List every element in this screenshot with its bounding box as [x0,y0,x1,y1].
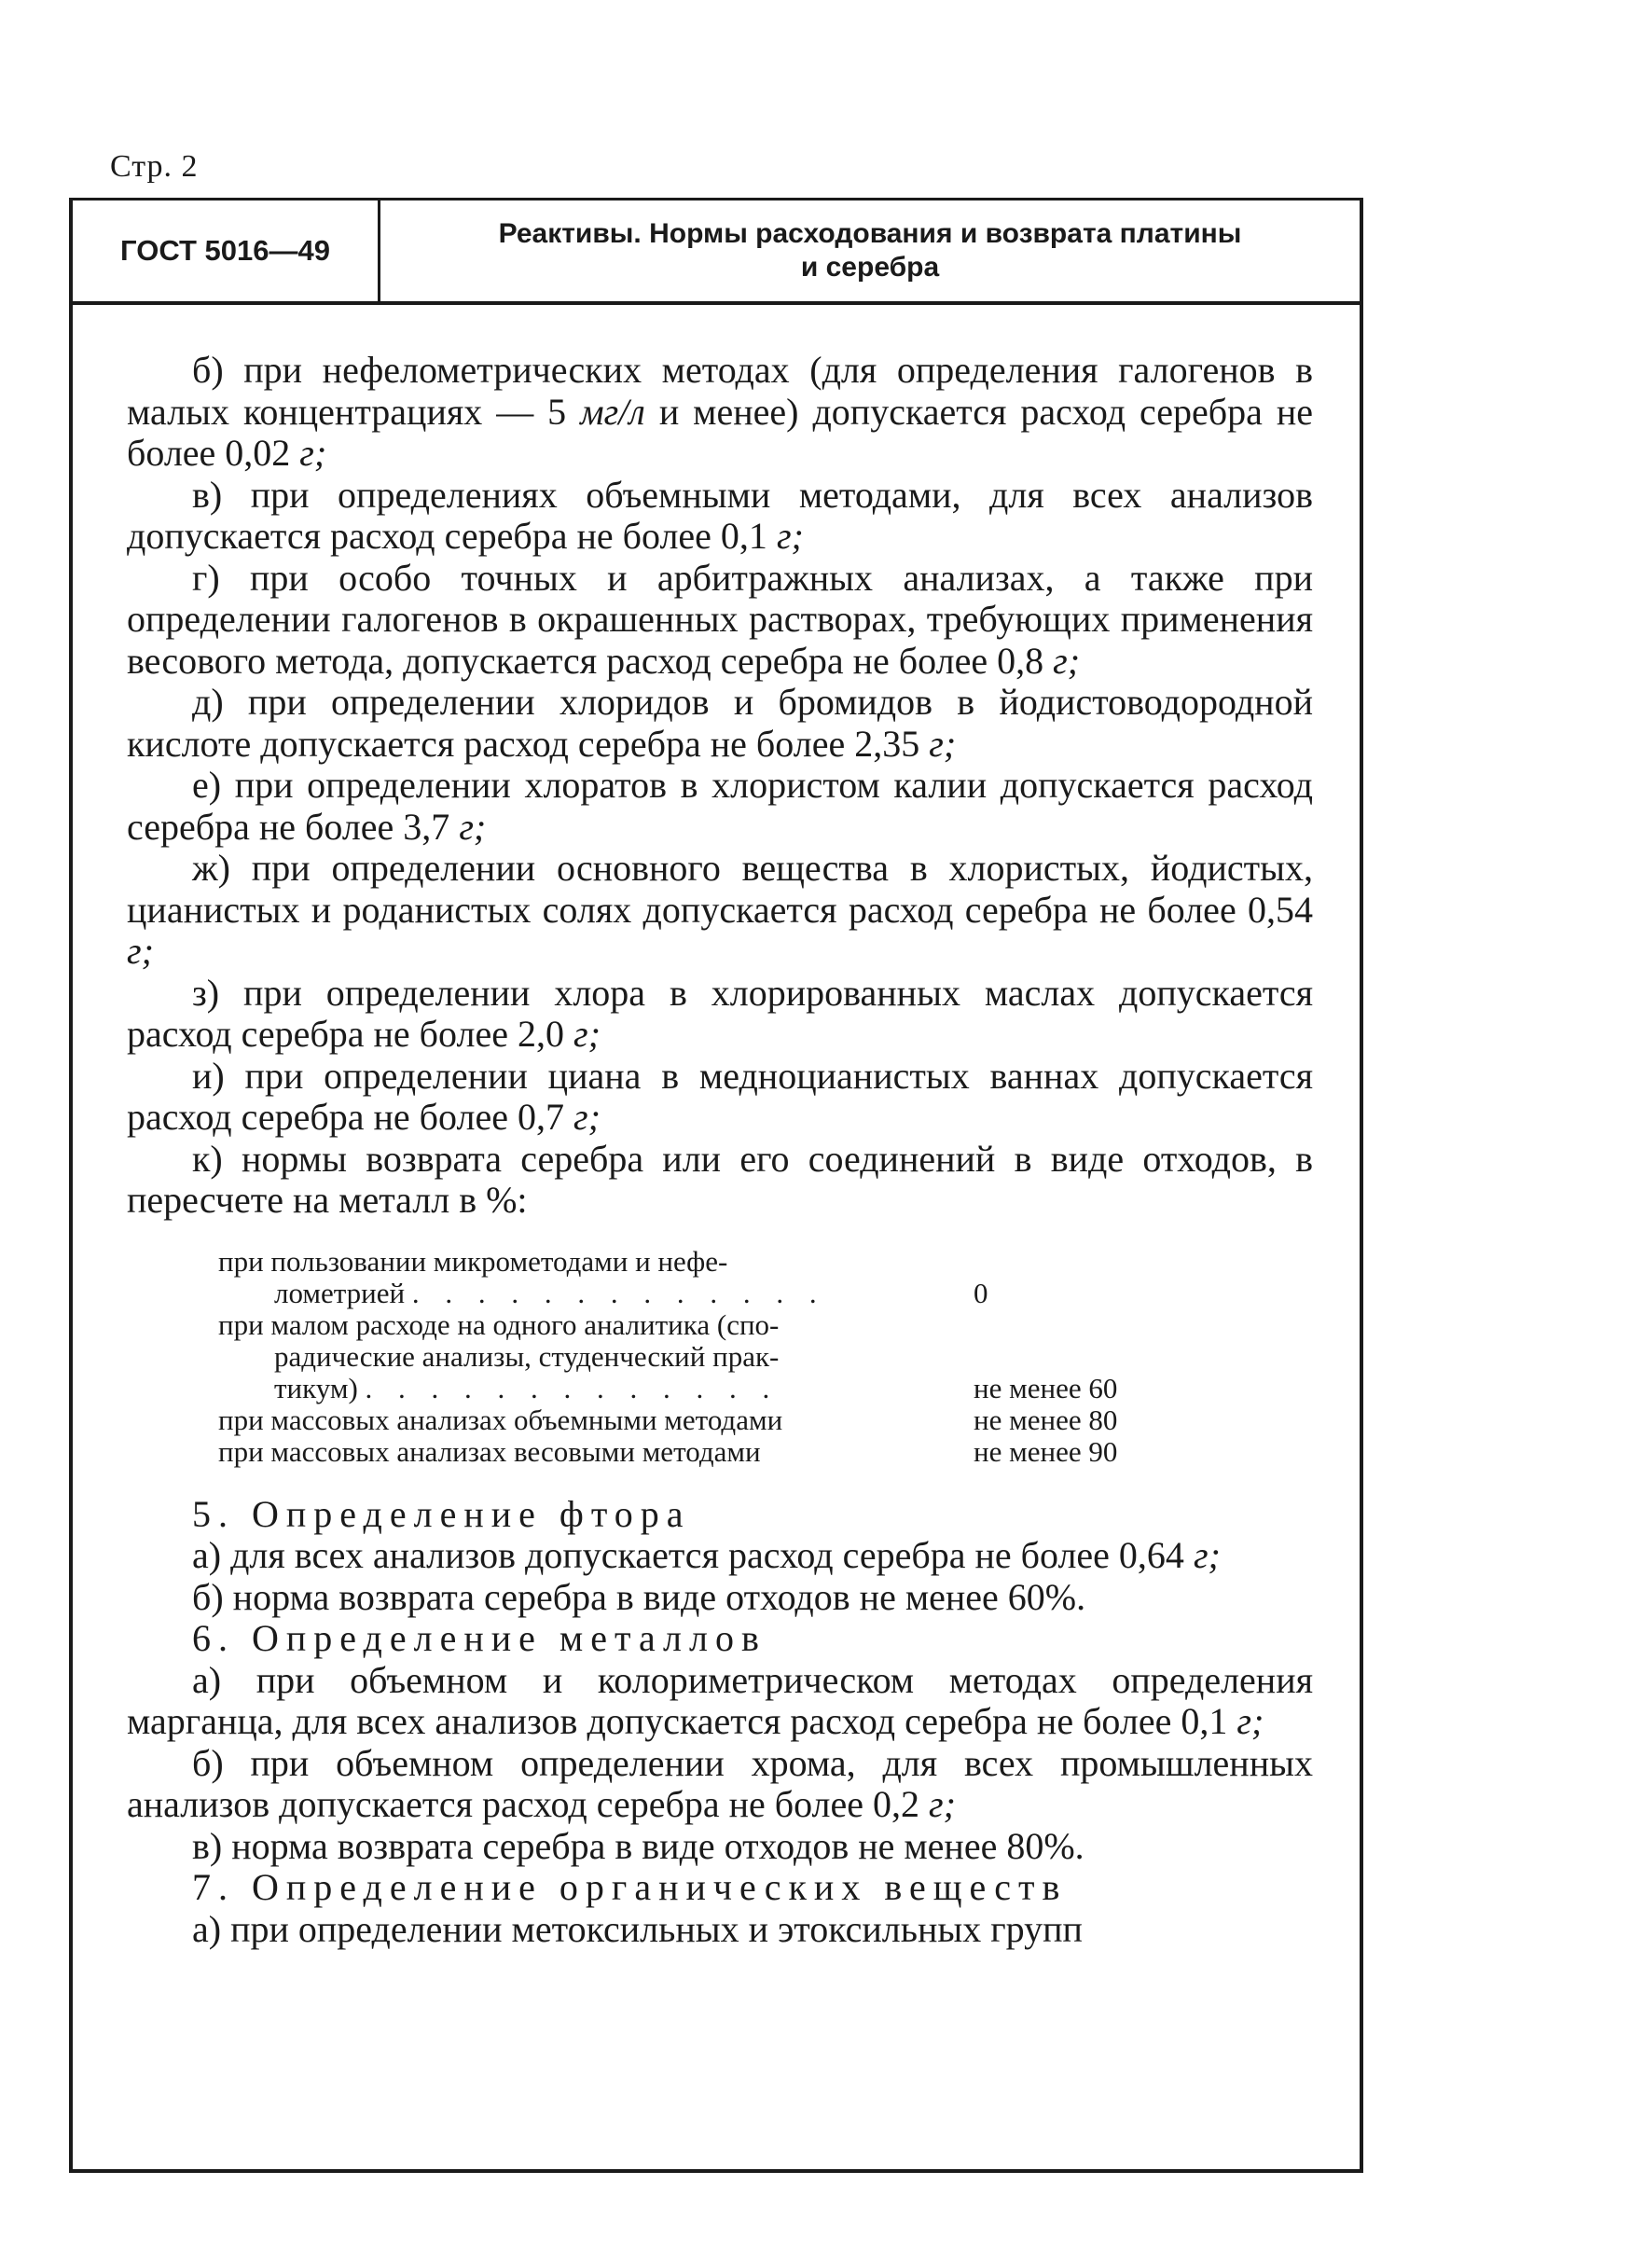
norms-value: 0 [974,1276,988,1309]
section-6-a: а) при объемном и колориметрическом методах определения марганца, для всех анализов допускается расход серебра не более 0,1 г; [127,1658,1313,1742]
paragraph-k: к) нормы возврата серебра или его соединений в виде отходов, в пересчете на металл в %: [127,1137,1313,1221]
section-6-title: 6. Определение металлов [192,1617,767,1659]
section-6-b: б) при объемном определении хрома, для всех промышленных анализов допускается расход серебра не более 0,2 г; [127,1741,1313,1825]
norms-row: при массовых анализах объемными методами не менее 80 [218,1404,1188,1436]
paragraph-z: з) при определении хлора в хлорированных маслах допускается расход серебра не более 2,0 г; [127,971,1313,1055]
norms-table [218,1246,1188,1468]
norms-value: не менее 80 [974,1403,1118,1436]
section-5-title: 5. Определение фтора [192,1492,691,1535]
norms-row: при массовых анализах весовыми методами не менее 90 [218,1436,1188,1468]
gost-code: ГОСТ 5016—49 [73,201,380,301]
page-number: Стр. 2 [110,149,199,184]
document-frame [69,198,1363,2173]
norms-value: не менее 90 [974,1434,1118,1468]
paragraph-v: в) при определениях объемными методами, для всех анализов допускается расход серебра не более 0,1 г; [127,473,1313,557]
document-body [127,350,1313,1950]
section-7-title: 7. Определение органических веществ [192,1866,1068,1908]
norms-row: при пользовании микрометодами и нефе- лометрией . . . . . . . . . . . . . 0 [218,1246,1188,1309]
section-5-a: а) для всех анализов допускается расход серебра не более 0,64 г; [192,1534,1221,1576]
document-title-line1: Реактивы. Нормы расходования и возврата платины [498,218,1242,249]
section-7-a: а) при определении метоксильных и этоксильных групп [192,1907,1083,1950]
document-title-line2: и серебра [800,252,940,283]
paragraph-i: и) при определении циана в медноцианистых ваннах допускается расход серебра не более 0,7 г; [127,1054,1313,1138]
paragraph-g: г) при особо точных и арбитражных анализах, а также при определении галогенов в окрашенных растворах, требующих применения весового метода, допускается расход серебра не более 0,8 г; [127,556,1313,682]
paragraph-zh: ж) при определении основного вещества в хлористых, йодистых, цианистых и роданистых солях допускается расход серебра не более 0,54 г; [127,847,1313,972]
document-title [380,201,1360,301]
document-header [73,201,1360,305]
paragraph-e: е) при определении хлоратов в хлористом калии допускается расход серебра не более 3,7 г; [127,764,1313,848]
norms-value: не менее 60 [974,1371,1118,1404]
paragraph-b: б) при нефелометрических методах (для определения галогенов в малых концентрациях — 5 мг/л и менее) допускается расход серебра не более 0,02 г; [127,349,1313,474]
paragraph-d: д) при определении хлоридов и бромидов в йодистоводородной кислоте допускается расход серебра не более 2,35 г; [127,681,1313,765]
norms-row: при малом расходе на одного аналитика (спо- радические анализы, студенческий прак- тикум) . . . . . . . . . . . . . не менее 60 [218,1309,1188,1404]
section-5-b: б) норма возврата серебра в виде отходов не менее 60%. [192,1575,1086,1618]
section-6-v: в) норма возврата серебра в виде отходов не менее 80%. [192,1824,1084,1867]
